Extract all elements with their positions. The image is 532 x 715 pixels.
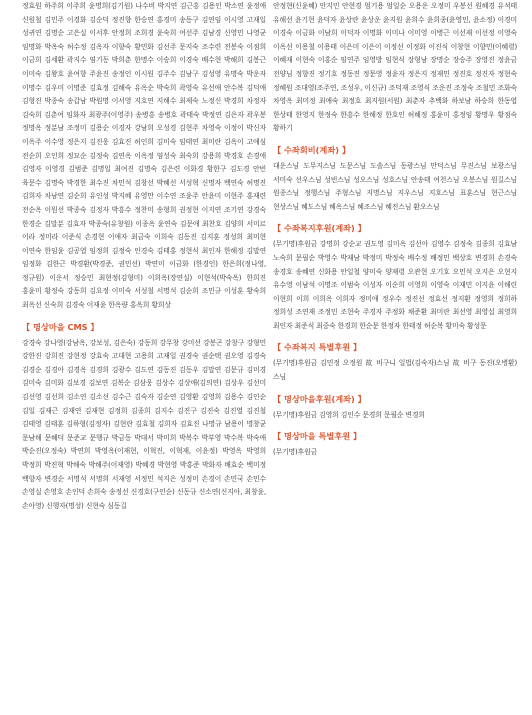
section-header-village-support: 【 명상마을후원(계좌) 】 bbox=[273, 393, 366, 404]
section-header-welfare: 【 수좌복지후원(계좌) 】 bbox=[273, 223, 366, 234]
section-header-welfare-special: 【 수좌복지 특별후원 】 bbox=[273, 342, 362, 353]
right-column bbox=[273, 0, 517, 460]
section-header-cms: 【 명상마을 CMS 】 bbox=[22, 321, 99, 332]
donor-names-welfare-special: (무기명)후원금 김민정 오정원 故 비구니 일법(김숙자)스님 故 비구 동진(오병환)스님 bbox=[273, 359, 517, 382]
section-header-sujwa-fee: 【 수좌회비(계좌) 】 bbox=[273, 144, 351, 155]
left-column bbox=[22, 0, 266, 513]
donor-names-village-support: (무기명)후원금 김영희 김인수 문경희 문필순 변경희 bbox=[273, 410, 425, 419]
donor-names-general-continued: 안정현(신윤혜) 안지민 안현경 엄기용 엄일순 오용운 오정미 우봉선 원혜경 유석태 유해선 윤기현 윤덕자 윤상란 윤상운 윤지원 윤희수 윤희종(윤영민, 윤소정) 이경미 이경숙 이금화 이남희 이덕자 이명화 이미나 이미영 이병근 이선재 이선정 이영숙 이옥선 이용철 이용태 이은미 이은이 이정선 이정화 이진식 이창현 이향민(이혜령) 이혜재 이현숙 이홍순 임연주 임영방 임현식 장형남 장명순 장승주 장영진 정윤금 전양님 정향진 정기호 정동진 정문영 정윤자 정은지 정재민 정진호 정진자 정현숙 정혜원 조대영(조주연, 조성우, 이신규) 조덕재 조영식 조운진 조정숙 조철민 조화숙 차영옥 최미정 최애숙 최정호 최지원(서원) 최춘자 추백화 하보남 하승희 한동엽 한상태 한영지 한정숙 한흥수 한해정 한호인 허혜정 홍윤미 홍정임 황명우 황점숙 황하기 bbox=[273, 2, 517, 133]
donor-names-cms: 강경숙 강나영(강남옥, 강보성, 김은숙) 강동희 강무창 강미선 강봉곤 강창구 강형민 강한진 강희진 강현정 강효숙 고대현 고용희 고재일 권경숙 권순택 권오영 김경숙 김경순 김경아 김경옥 김경희 김광수 김도연 김동진 김동우 김말연 김문규 김미경 김미숙 김미화 김보경 김보연 김복순 김삼웅 김상수 김상애(김의연) 김상우 김선미 김선영 김선희 김소연 김소선 김수근 김숙자 김순연 김영환 김영희 김용수 김인순 김일 김재근 김재연 김재현 김정희 김종희 김지수 김진구 김진숙 김진열 김진철 김태영 김태훈 김하형(김정자) 김현란 김효철 김희자 김효진 나명규 남용이 명창균 문남해 문혜덕 문준교 문행규 박금동 박대서 박미희 박복수 박부영 박수복 박숙애 박순진(오정숙) 박연희 박영옥(이재현, 이혁진, 이혁재, 이윤정) 박영옥 박영희 박정희 박진혁 박해숙 박해주(이재영) 박혜경 박현영 박홍준 박화자 배효순 백미정 백향자 변경순 서명석 서명희 서재영 서정민 석지은 성정미 손경이 손민국 손민수 손영실 손영호 손인덕 손희숙 송정선 신경호(구인순) 신동규 신소연(신지아, 최창윤, 손아영) 신행자(명성) 신현숙 심동길 bbox=[22, 338, 266, 510]
donor-names-sujwa-fee: 대운스님 도무지스님 도문스님 도솔스님 동광스님 만덕스님 무진스님 보광스님 서미숙 선우스님 성빈스님 성오스님 성호스님 안송태 여천스님 오봉스님 원길스님 원종스님 정행스님 주형스님 지명스님 지우스님 지호스님 표훈스님 현근스님 현상스님 혜도스님 혜옥스님 혜조스님 혜진스님 환오스님 bbox=[273, 161, 517, 211]
donor-names-welfare: (무기명)후원금 강명희 강순교 권도영 김미옥 김선아 김영수 김정숙 김종희 김효남 노숙희 문필순 박영수 박재남 박정미 박정숙 배수정 배정민 백상호 변경희 손경숙 송경호 송혜연 신화용 안일철 양미숙 양재령 오관현 오기호 오민석 오지은 오현지 유수영 이남석 이명조 이범숙 이성자 이순희 이영희 이영숙 이재민 이지윤 이해린 이현희 이희 이희옥 이희자 정미애 정우수 정진선 정효선 정지환 정영희 정희하 정희성 조연재 조정민 조현숙 주경자 주정화 채준환 최미란 최선영 최영섭 최영희 최인자 최준식 최중숙 한경희 한순문 한정자 한태정 허순복 황미숙 황성문 bbox=[273, 240, 517, 330]
section-header-village-special: 【 명상마을 특별후원 】 bbox=[273, 431, 362, 442]
donor-names-village-special: (무기명)후원금 bbox=[273, 448, 318, 457]
donor-names-general: 정효원 하주희 이주희 윤명희(김기원) 나수비 박지연 김근흥 김용인 박소연 윤정애 신원철 김민주 이경화 김순덕 정진향 한승연 홍경미 송동구 김연임 이시영 고재일 성귀연 김명순 고은실 이서후 안정희 조희경 윤숙희 여선주 김남경 신영민 나영균 임명화 박옥숙 허수정 김옥자 이향숙 황민화 김선주 문지숙 조수련 전봉숙 이점희 이금희 김세환 곽지수 염기동 박희춘 한명수 이승희 이경숙 배수현 박해희 김봉근 이미숙 김왕호 윤여향 주윤진 송정인 이시원 김주수 김남구 김성영 유명숙 박운자 이명수 김우미 이명준 김효정 김해숙 유옥순 박숙희 곽영숙 유선애 안수복 김덕애 김형진 박종숙 송갑남 박원명 이서영 지호연 지해수 최제숙 노정신 박경희 차정자 김숙희 김춘여 임화자 최광주(이영주) 송병흥 송병호 곽태숙 박정연 김은자 곽우봉 정명옥 정분남 조정미 김용순 이경자 강남희 오성경 김현주 차영숙 이정이 박신자 이옥주 이수영 정은지 김진웅 김효진 허인희 김미숙 임태연 최미란 김옥이 고애심 전순희 오인희 정묘순 김정숙 김연옥 이옥정 염성숙 최숙희 강용희 박경호 손경애 김영자 이영경 김범준 김명일 최여진 김명숙 김은련 이화경 황한구 김도경 안빈 육문수 김명숙 박경한 최수진 차민석 김창선 박혜선 서성혁 신명자 백연숙 허명진 김희자 차남연 김순희 유인성 박지혜 유영만 이수연 조윤주 안윤미 이현주 홍재련 전순옥 이원선 박종숙 김정자 박흥수 정찬미 송형희 권정현 이지연 조기연 강경숙 한경순 김말분 김효자 박종숙(유창원) 이종옥 윤연숙 김문애 최찬호 김양희 서미르 이라 정미라 이준식 손경현 이애자 최금숙 이희숙 김동진 김지훈 정성희 최미현 이연숙 한임윤 김공엽 임정희 김정숙 인경숙 김태홍 정현식 최인자 한해정 김말연 임정화 김한근 박경환(박경준, 권민선) 박연미 이금화 (한경인) 한은희(정나영, 정규원) 이운서 정승민 최현정(김형미) 이희옥(장연실) 이현석(박숙옥) 한희진 홍윤미 황정숙 강동희 김요정 이미숙 서성철 서명석 김순희 조민규 이성훈 황숙희 최옥선 신숙희 김경숙 이재윤 한옥량 홍옥희 황희상 bbox=[22, 2, 266, 310]
